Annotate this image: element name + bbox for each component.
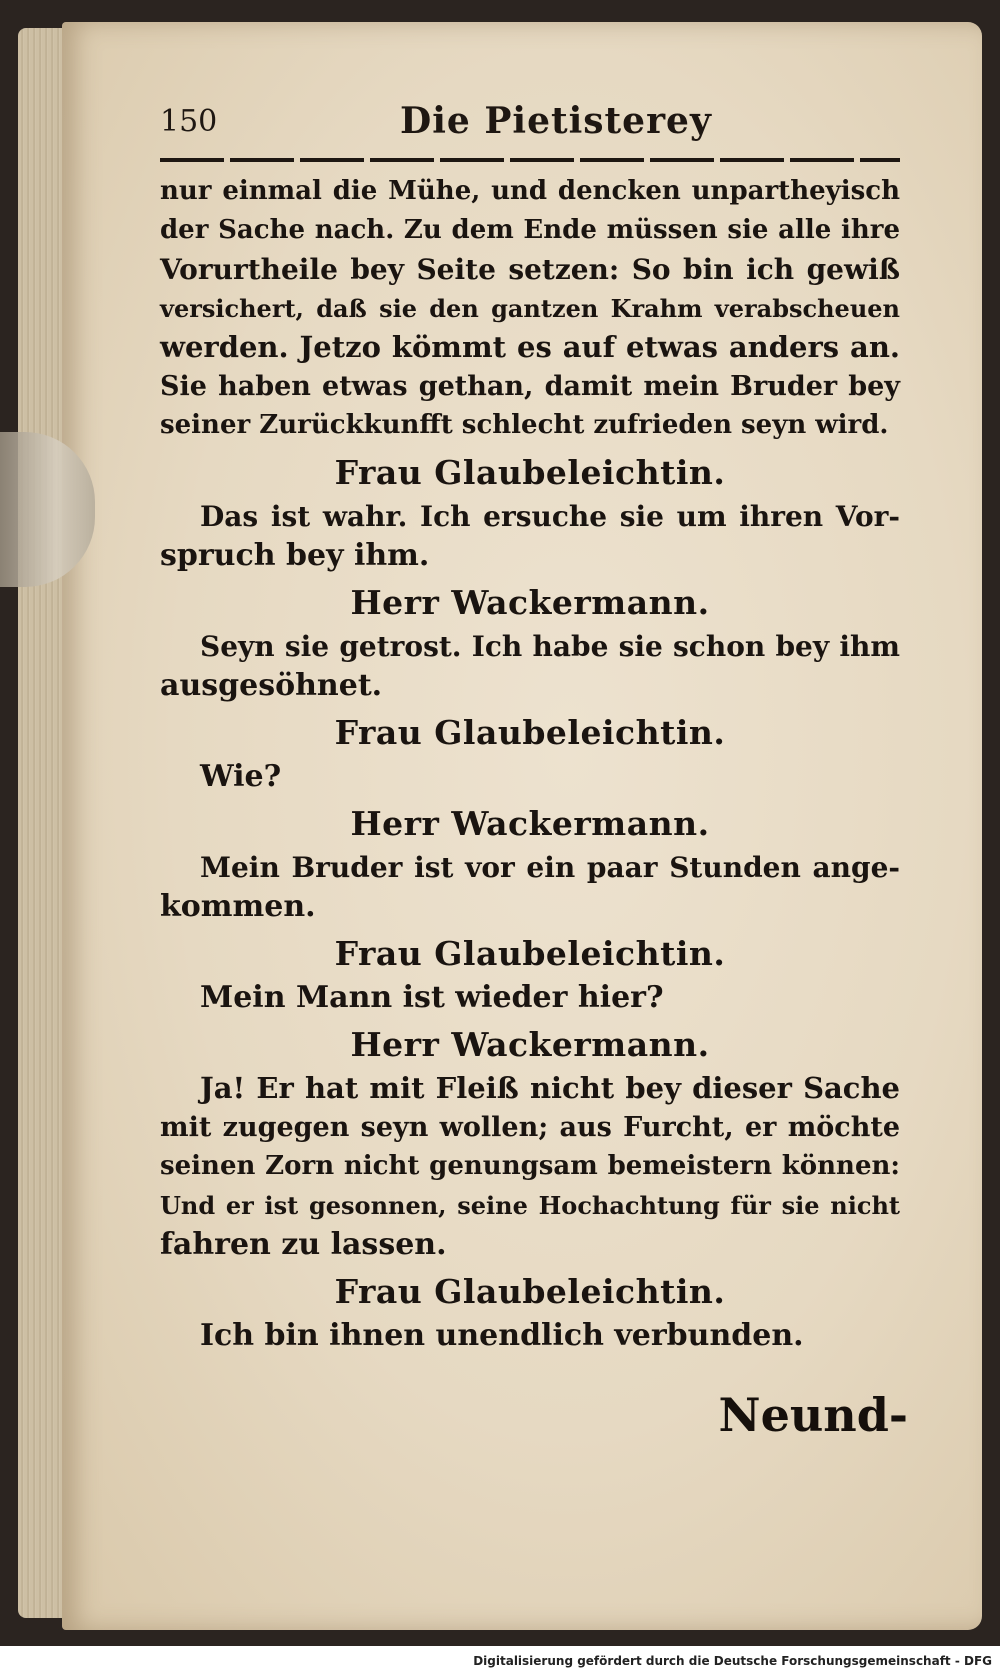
- text-line: kommen.: [160, 889, 316, 924]
- speaker-heading: Frau Glaubeleichtin.: [334, 713, 726, 752]
- text-line: fahren zu lassen.: [160, 1227, 447, 1262]
- text-line: Ich bin ihnen unendlich verbunden.: [200, 1318, 804, 1353]
- text-line: spruch bey ihm.: [160, 538, 430, 573]
- text-line: werden. Jetzo kömmt es auf etwas anders an.: [160, 330, 900, 364]
- text-line: versichert, daß sie den gantzen Krahm verabscheuen: [160, 294, 900, 323]
- text-line: Seyn sie getrost. Ich habe sie schon bey ihm: [200, 630, 900, 663]
- text-line: Das ist wahr. Ich ersuche sie um ihren Vor-: [200, 500, 900, 533]
- digitization-credit: Digitalisierung gefördert durch die Deutsche Forschungsgemeinschaft - DFG: [473, 1654, 992, 1668]
- text-line: ausgesöhnet.: [160, 668, 383, 703]
- text-line: der Sache nach. Zu dem Ende müssen sie alle ihre: [160, 215, 900, 245]
- speaker-heading: Herr Wackermann.: [350, 1025, 710, 1064]
- page-body: [160, 172, 900, 1355]
- text-line: Mein Mann ist wieder hier?: [200, 980, 664, 1015]
- running-title: Die Pietisterey: [400, 100, 712, 142]
- text-line: Und er ist gesonnen, seine Hochachtung für sie nicht: [160, 1191, 900, 1220]
- text-line: nur einmal die Mühe, und dencken unpartheyisch: [160, 176, 900, 206]
- text-line: Sie haben etwas gethan, damit mein Bruder bey: [160, 371, 900, 402]
- catchword: Neund-: [718, 1388, 908, 1442]
- speaker-heading: Frau Glaubeleichtin.: [334, 934, 726, 973]
- text-line: seiner Zurückkunfft schlecht zufrieden seyn wird.: [160, 410, 889, 440]
- text-line: mit zugegen seyn wollen; aus Furcht, er möchte: [160, 1112, 900, 1143]
- text-line: Ja! Er hat mit Fleiß nicht bey dieser Sache: [200, 1071, 900, 1105]
- header-rule: [160, 158, 900, 162]
- speaker-heading: Frau Glaubeleichtin.: [334, 453, 726, 492]
- text-line: seinen Zorn nicht genungsam bemeistern können:: [160, 1151, 900, 1181]
- text-line: Mein Bruder ist vor ein paar Stunden ange-: [200, 851, 900, 884]
- speaker-heading: Frau Glaubeleichtin.: [334, 1272, 726, 1311]
- speaker-heading: Herr Wackermann.: [350, 583, 710, 622]
- text-line: Vorurtheile bey Seite setzen: So bin ich gewiß: [160, 253, 900, 286]
- page-number: 150: [160, 104, 218, 139]
- speaker-heading: Herr Wackermann.: [350, 804, 710, 843]
- text-line: Wie?: [200, 759, 282, 794]
- page-header: [160, 100, 900, 150]
